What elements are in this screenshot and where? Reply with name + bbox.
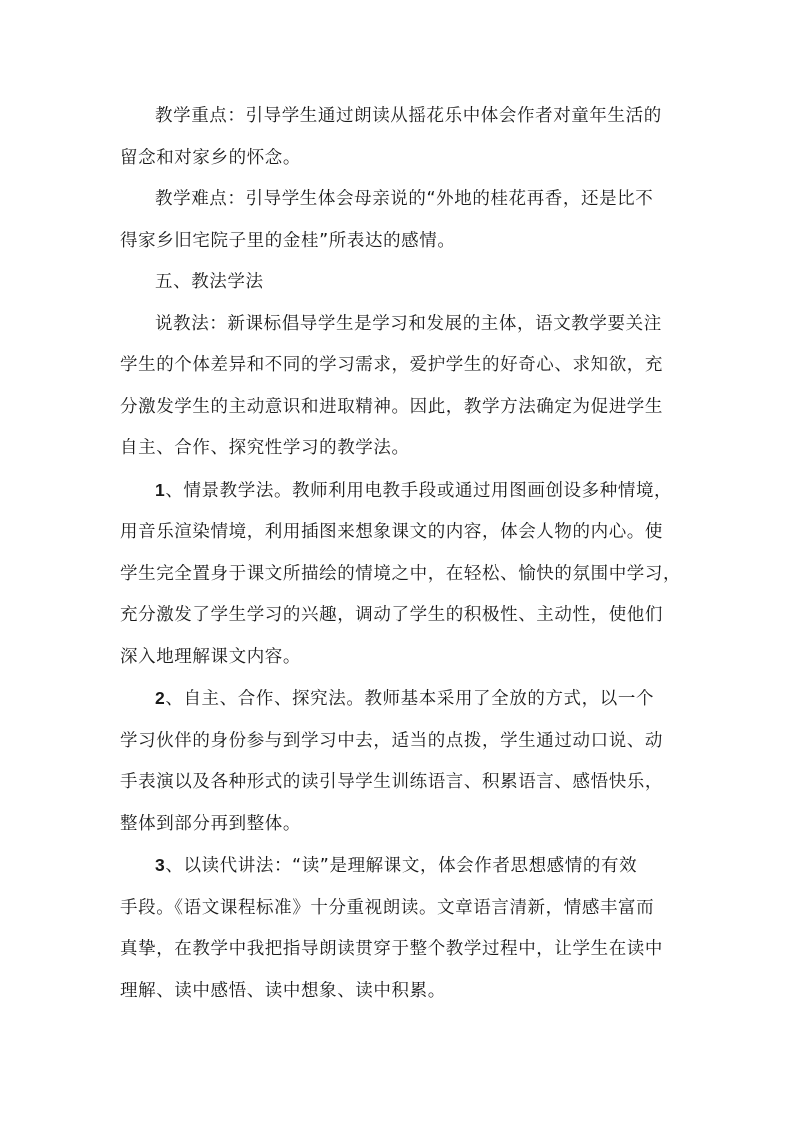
paragraph-line: 自主、合作、探究性学习的教学法。 bbox=[120, 438, 410, 458]
method-item-3-paragraph bbox=[120, 845, 680, 1012]
paragraph-line: 手段。《语文课程标准》十分重视朗读。文章语言清新，情感丰富而 bbox=[120, 897, 655, 918]
item-number: 3 bbox=[155, 855, 166, 875]
paragraph-line: 充分激发了学生学习的兴趣，调动了学生的积极性、主动性，使他们 bbox=[120, 605, 663, 625]
paragraph-line bbox=[120, 678, 680, 721]
paragraph-line: 学生完全置身于课文所描绘的情境之中，在轻松、愉快的氛围中学习， bbox=[120, 563, 682, 584]
paragraph-line: 深入地理解课文内容。 bbox=[120, 646, 301, 667]
paragraph-line bbox=[120, 470, 680, 513]
paragraph-line: 理解、读中感悟、读中想象、读中积累。 bbox=[120, 980, 446, 1001]
paragraph-line: 分激发学生的主动意识和进取精神。因此，教学方法确定为促进学生 bbox=[120, 396, 663, 417]
paragraph-line: 学习伙伴的身份参与到学习中去，适当的点拨，学生通过动口说、动 bbox=[120, 730, 663, 751]
paragraph-line: 说教法：新课标倡导学生是学习和发展的主体，语文教学要关注 bbox=[155, 313, 662, 334]
paragraph-line bbox=[120, 845, 680, 888]
paragraph-line: 用音乐渲染情境，利用插图来想象课文的内容，体会人物的内心。使 bbox=[120, 522, 663, 542]
item-number: 1 bbox=[155, 479, 166, 500]
teaching-method-intro-paragraph bbox=[120, 304, 680, 470]
item-number: 2 bbox=[155, 688, 166, 708]
paragraph-line: 手表演以及各种形式的读引导学生训练语言、积累语言、感悟快乐， bbox=[120, 772, 663, 792]
section-heading-text: 五、教法学法 bbox=[155, 272, 264, 292]
method-item-2-paragraph bbox=[120, 678, 680, 845]
teaching-difficulty-paragraph bbox=[120, 179, 680, 262]
method-item-1-paragraph bbox=[120, 470, 680, 679]
paragraph-line: 得家乡旧宅院子里的金桂”所表达的感情。 bbox=[120, 230, 456, 251]
teaching-focus-paragraph bbox=[120, 96, 680, 179]
paragraph-line-text: 、情景教学法。教师利用电教手段或通过用图画创设多种情境， bbox=[165, 480, 673, 501]
paragraph-line: 留念和对家乡的怀念。 bbox=[120, 147, 301, 168]
paragraph-line: 学生的个体差异和不同的学习需求，爱护学生的好奇心、求知欲，充 bbox=[120, 355, 663, 375]
paragraph-line: 真挚，在教学中我把指导朗读贯穿于整个教学过程中，让学生在读中 bbox=[120, 939, 663, 959]
paragraph-line-text: 、以读代讲法：“读”是理解课文，体会作者思想感情的有效 bbox=[165, 856, 638, 876]
paragraph-line: 教学难点：引导学生体会母亲说的“外地的桂花再香，还是比不 bbox=[155, 189, 654, 209]
section-heading bbox=[120, 262, 680, 304]
paragraph-line-text: 、自主、合作、探究法。教师基本采用了全放的方式，以一个 bbox=[165, 689, 655, 709]
paragraph-line: 教学重点：引导学生通过朗读从摇花乐中体会作者对童年生活的 bbox=[155, 106, 662, 126]
paragraph-line: 整体到部分再到整体。 bbox=[120, 813, 301, 834]
document-body bbox=[120, 96, 680, 1012]
